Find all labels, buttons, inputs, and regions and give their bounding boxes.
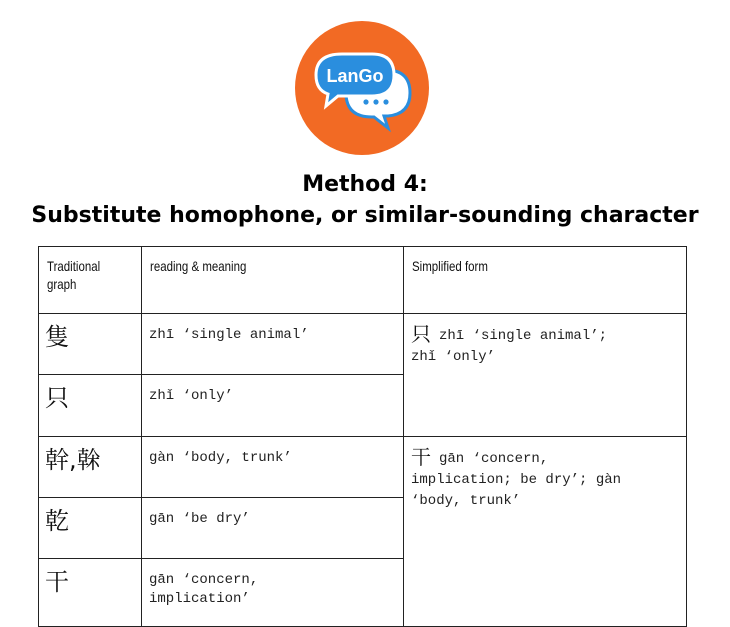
simplified-text: gān ‘concern, implication; be dry’; gàn ‘body, trunk’ [411,451,622,509]
header-traditional: Traditional graph [39,247,142,314]
logo-text: LanGo [326,66,384,86]
simplified-text: zhī ‘single animal’; zhǐ ‘only’ [411,328,608,365]
table-row [39,437,687,498]
reading-meaning: gàn ‘body, trunk’ [142,437,404,498]
dot-3 [383,99,388,104]
simplified-char: 干 [411,445,431,469]
traditional-char: 幹,榦 [39,437,142,498]
reading-meaning: zhī ‘single animal’ [142,314,404,375]
reading-meaning: gān ‘concern, implication’ [142,559,404,627]
speech-bubbles-icon [294,20,430,156]
method-title: Method 4: [302,172,428,197]
simplified-form-cell [404,314,687,437]
traditional-char: 只 [39,375,142,437]
table-row [39,314,687,375]
method-subtitle: Substitute homophone, or similar-sounding character [31,203,699,228]
dot-2 [373,99,378,104]
reading-meaning: zhǐ ‘only’ [142,375,404,437]
traditional-char: 干 [39,559,142,627]
lango-logo [294,20,430,156]
simplified-form-cell [404,437,687,627]
traditional-char: 乾 [39,498,142,559]
simplified-char: 只 [411,322,431,346]
table-header-row [39,247,687,314]
dot-1 [363,99,368,104]
homophone-table [38,246,687,627]
header-simplified: Simplified form [404,247,687,314]
header-reading: reading & meaning [142,247,404,314]
reading-meaning: gān ‘be dry’ [142,498,404,559]
traditional-char: 隻 [39,314,142,375]
